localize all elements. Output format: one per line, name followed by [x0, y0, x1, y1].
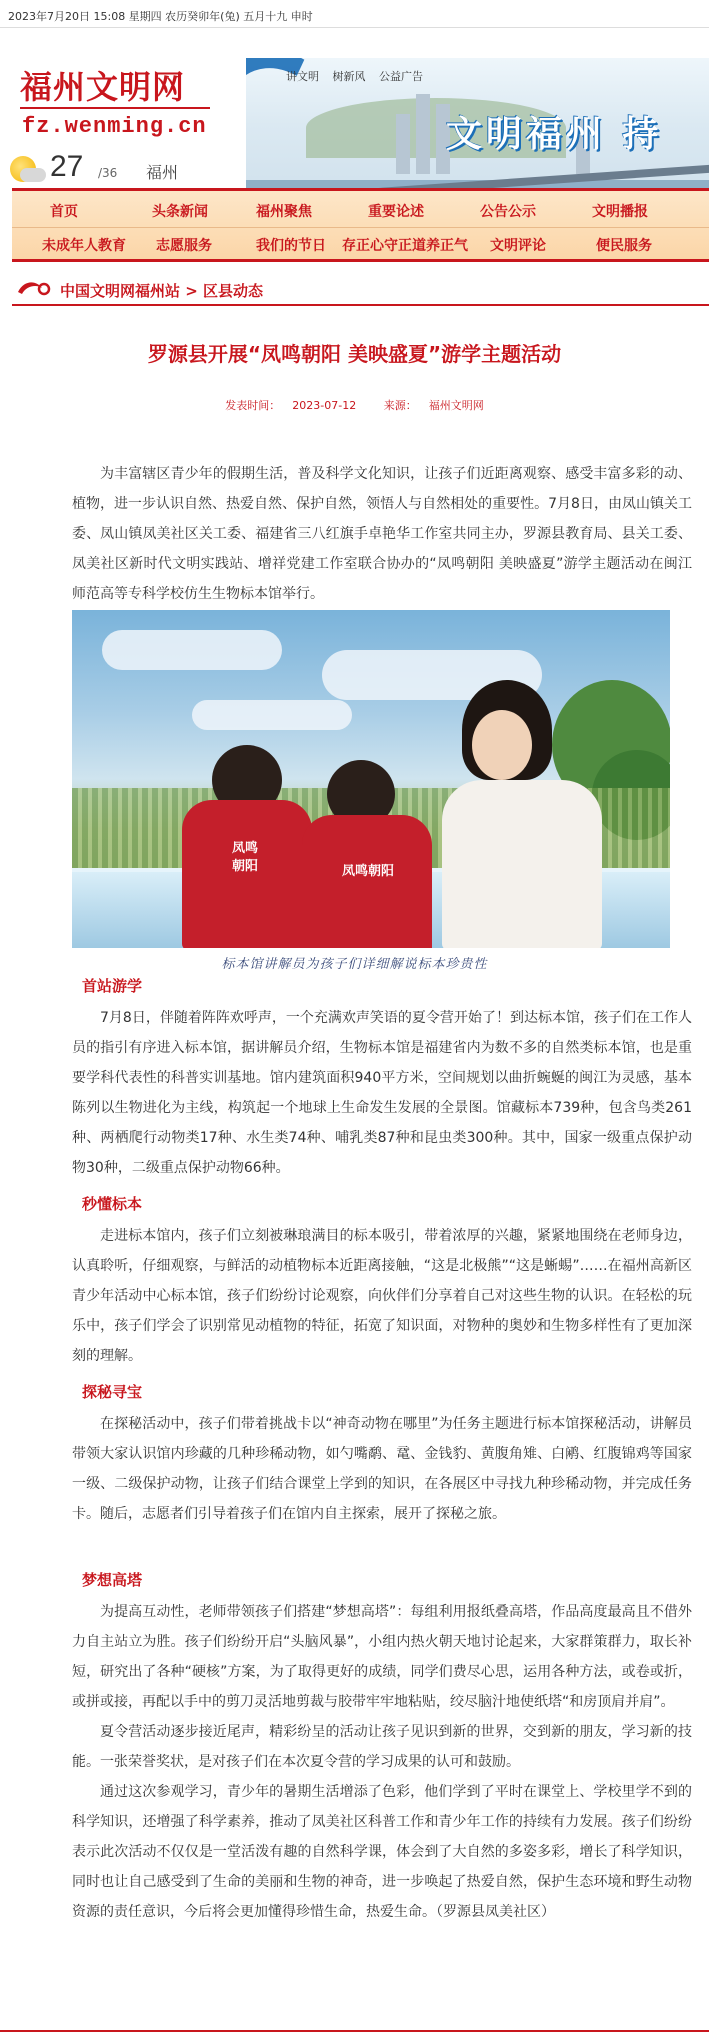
cloud-icon	[20, 168, 46, 182]
paragraph: 在探秘活动中，孩子们带着挑战卡以“神奇动物在哪里”为任务主题进行标本馆探秘活动，讲解员带领大家认识馆内珍藏的几种珍稀动物，如勺嘴鹬、鼋、金钱豹、黄腹角雉、白鹇、红腹锦鸡等国家一级、二级保护动物，让孩子们结合课堂上学到的知识，在各展区中寻找九种珍稀动物，并完成任务卡。随后，志愿者们引导着孩子们在馆内自主探索，展开了探秘之旅。	[72, 1416, 692, 1522]
site-header	[0, 28, 709, 182]
breadcrumb-logo-icon	[16, 278, 52, 298]
section-body	[72, 1597, 692, 1927]
nav-item-notices[interactable]: 公告公示	[480, 204, 536, 220]
nav-item-commentary[interactable]: 文明评论	[490, 238, 546, 254]
paragraph: 为丰富辖区青少年的假期生活，普及科学文化知识，让孩子们近距离观察、感受丰富多彩的动、植物，进一步认识自然、热爱自然、保护自然，领悟人与自然相处的重要性。7月8日，由凤山镇关工委、凤山镇凤美社区关工委、福建省三八红旗手卓艳华工作室共同主办，罗源县教育局、县关工委、凤美社区新时代文明实践站、增祥党建工作室联合协办的“凤鸣朝阳 美映盛夏”游学主题活动在闽江师范高等专科学校仿生生物标本馆举行。	[72, 466, 692, 602]
weather-temp-high: /36	[98, 166, 118, 180]
banner-tag: 讲文明	[286, 70, 319, 83]
section-heading-treasure-hunt: 探秘寻宝	[82, 1383, 143, 1401]
article-meta	[0, 397, 709, 413]
guide-face	[472, 710, 532, 780]
paragraph: 通过这次参观学习，青少年的暑期生活增添了色彩，他们学到了平时在课堂上、学校里学不到的科学知识，还增强了科学素养，推动了凤美社区科普工作和青少年工作的持续有力发展。孩子们纷纷表示此次活动不仅仅是一堂活泼有趣的自然科学课，体会到了大自然的多姿多彩，增长了科学知识，同时也让自己感受到了生命的美丽和生物的神奇，进一步唤起了热爱自然，保护生态环境和野生动物资源的责任意识，今后将会更加懂得珍惜生命，热爱生命。（罗源县凤美社区）	[72, 1784, 692, 1920]
paragraph: 7月8日，伴随着阵阵欢呼声，一个充满欢声笑语的夏令营开始了！到达标本馆，孩子们在工作人员的指引有序进入标本馆，据讲解员介绍，生物标本馆是福建省内为数不多的自然类标本馆，也是重要学科代表性的科普实训基地。馆内建筑面积940平方米，空间规划以曲折蜿蜒的闽江为灵感，基本陈列以生物进化为主线，构筑起一个地球上生命发生发展的全景图。馆藏标本739种，包含鸟类261种、两栖爬行动物类17种、水生类74种、哺乳类87种和昆虫类300种。其中，国家一级重点保护动物30种，二级重点保护动物66种。	[72, 1010, 692, 1176]
breadcrumb-separator: >	[180, 282, 204, 300]
banner-tag: 树新风	[332, 70, 366, 83]
child-vest	[302, 815, 432, 948]
date-label: 发表时间：	[225, 399, 281, 412]
main-nav	[12, 188, 709, 262]
section-body	[72, 1221, 692, 1371]
paragraph: 夏令营活动逐步接近尾声，精彩纷呈的活动让孩子见识到新的世界，交到新的朋友，学习新的技能。一张荣誉奖状，是对孩子们在本次夏令营的学习成果的认可和鼓励。	[72, 1724, 692, 1770]
nav-item-broadcast[interactable]: 文明播报	[592, 204, 648, 220]
breadcrumb	[12, 276, 709, 306]
guide-shirt	[442, 780, 602, 948]
vest-label: 凤鸣朝阳	[342, 864, 395, 879]
site-logo[interactable]: 福州文明网	[20, 68, 186, 106]
section-body	[72, 1409, 692, 1529]
weather-city: 福州	[146, 163, 179, 182]
photo-cloud	[192, 700, 352, 730]
nav-item-focus[interactable]: 福州聚焦	[256, 204, 312, 220]
paragraph: 走进标本馆内，孩子们立刻被琳琅满目的标本吸引，带着浓厚的兴趣，紧紧地围绕在老师身边，认真聆听，仔细观察，与鲜活的动植物标本近距离接触，“这是北极熊”“这是蜥蜴”……在福州高新区青少年活动中心标本馆，孩子们纷纷讨论观察，向伙伴们分享着自己对这些生物的认识。在轻松的玩乐中，孩子们学会了识别常见动植物的特征，拓宽了知识面，对物种的奥妙和生物多样性有了更加深刻的理解。	[72, 1228, 692, 1364]
photo-cloud	[102, 630, 282, 670]
banner-title: 文明福州 持	[446, 113, 663, 155]
top-date-bar: 2023年7月20日 15:08 星期四 农历癸卯年(兔) 五月十九 申时	[0, 0, 709, 28]
banner-building	[416, 94, 430, 174]
breadcrumb-text	[60, 280, 263, 301]
section-heading-first-stop: 首站游学	[82, 977, 143, 995]
nav-item-headlines[interactable]: 头条新闻	[152, 204, 208, 220]
banner-building	[396, 114, 410, 174]
section-heading-dream-tower: 梦想高塔	[82, 1571, 143, 1589]
nav-item-services[interactable]: 便民服务	[596, 238, 652, 254]
nav-item-volunteer[interactable]: 志愿服务	[156, 238, 212, 254]
nav-row	[12, 229, 709, 263]
header-banner[interactable]	[246, 58, 709, 206]
article-source: 福州文明网	[428, 399, 484, 412]
footer-divider	[0, 2030, 709, 2032]
weather-temp: 27	[50, 150, 84, 183]
nav-item-home[interactable]: 首页	[50, 204, 78, 220]
breadcrumb-site-link[interactable]: 中国文明网福州站	[60, 282, 181, 300]
nav-item-festivals[interactable]: 我们的节日	[256, 238, 326, 254]
nav-item-discourse[interactable]: 重要论述	[368, 204, 424, 220]
section-heading-specimens: 秒懂标本	[82, 1195, 143, 1213]
site-logo-url[interactable]: fz.wenming.cn	[22, 114, 207, 139]
nav-item-youth-education[interactable]: 未成年人教育	[42, 238, 126, 254]
source-label: 来源：	[383, 399, 417, 412]
article-photo	[72, 610, 670, 948]
logo-divider	[20, 107, 210, 109]
nav-item-integrity[interactable]: 存正心守正道养正气	[342, 238, 468, 254]
breadcrumb-section-link[interactable]: 区县动态	[203, 282, 264, 300]
nav-divider	[12, 227, 709, 228]
banner-tag: 公益广告	[379, 70, 423, 83]
article-intro	[72, 459, 692, 609]
paragraph: 为提高互动性，老师带领孩子们搭建“梦想高塔”：每组利用报纸叠高塔，作品高度最高且不借外力自主站立为胜。孩子们纷纷开启“头脑风暴”，小组内热火朝天地讨论起来，大家群策群力，取长补短，研究出了各种“硬核”方案，为了取得更好的成绩，同学们费尽心思，运用各种方法，或卷或折，或拼或接，再配以手中的剪刀灵活地剪裁与胶带牢牢地粘贴，绞尽脑汁地使纸塔“和房顶肩并肩”。	[72, 1604, 692, 1710]
section-body	[72, 1003, 692, 1183]
article-title: 罗源县开展“凤鸣朝阳 美映盛夏”游学主题活动	[147, 342, 562, 366]
publish-date: 2023-07-12	[292, 399, 357, 412]
photo-caption: 标本馆讲解员为孩子们详细解说标本珍贵性	[221, 957, 488, 972]
nav-row	[12, 195, 709, 229]
banner-tags	[286, 68, 433, 84]
vest-label: 凤鸣朝阳	[232, 841, 259, 874]
